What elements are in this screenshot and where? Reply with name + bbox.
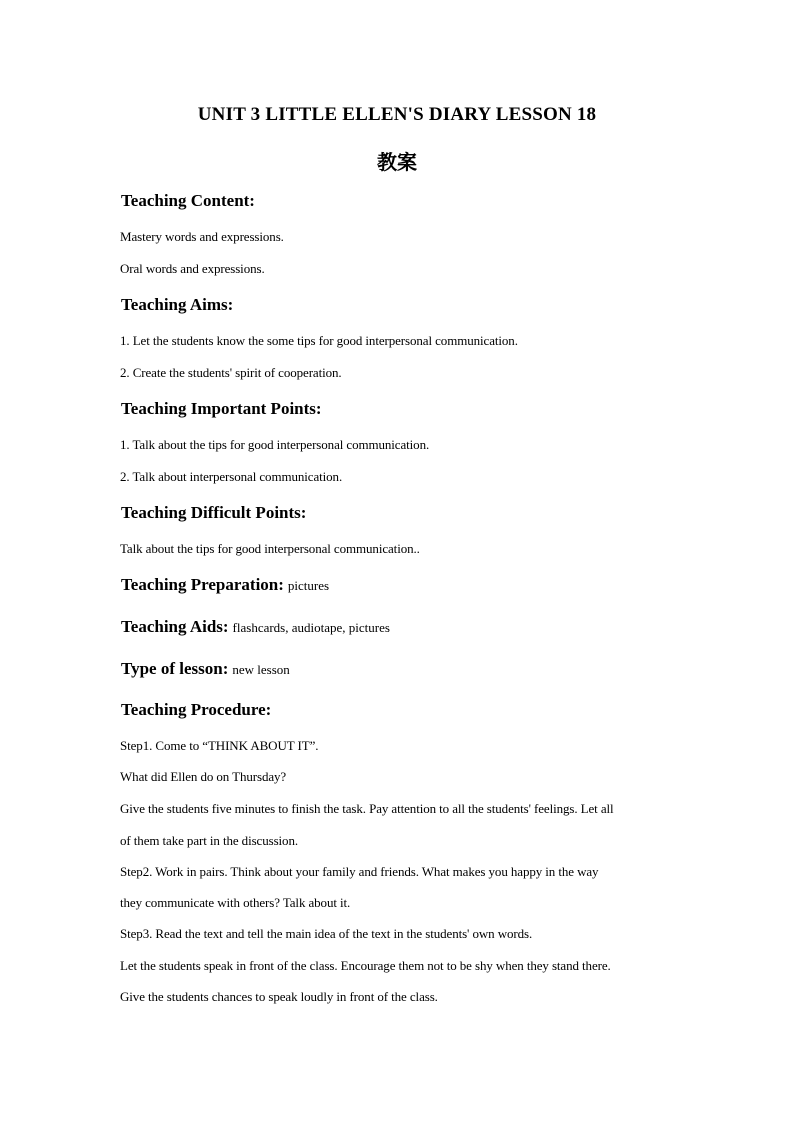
- type-value: new lesson: [232, 662, 290, 677]
- lesson-subtitle: 教案: [377, 150, 417, 174]
- heading-difficult-points: Teaching Difficult Points:: [121, 503, 307, 522]
- type-label: Type of lesson:: [121, 659, 229, 678]
- procedure-line-2: What did Ellen do on Thursday?: [120, 769, 287, 784]
- heading-procedure: Teaching Procedure:: [121, 700, 272, 719]
- procedure-line-6: they communicate with others? Talk about it.: [120, 895, 351, 910]
- heading-teaching-content: Teaching Content:: [121, 191, 255, 210]
- aids-label: Teaching Aids:: [121, 617, 229, 636]
- content-line-1: Mastery words and expressions.: [120, 229, 284, 244]
- aims-line-1: 1. Let the students know the some tips for good interpersonal communication.: [120, 333, 518, 348]
- preparation-value: pictures: [287, 578, 330, 593]
- lesson-title: UNIT 3 LITTLE ELLEN'S DIARY LESSON 18: [197, 104, 597, 125]
- procedure-line-1: Step1. Come to “THINK ABOUT IT”.: [120, 738, 319, 753]
- heading-preparation: [121, 575, 329, 595]
- procedure-line-5: Step2. Work in pairs. Think about your family and friends. What makes you happy in the way: [120, 864, 599, 879]
- aids-value: flashcards, audiotape, pictures: [232, 620, 390, 635]
- heading-important-points: Teaching Important Points:: [121, 399, 322, 418]
- procedure-line-7: Step3. Read the text and tell the main idea of the text in the students' own words.: [120, 926, 533, 941]
- difficult-line-1: Talk about the tips for good interpersonal communication..: [120, 541, 420, 556]
- content-line-2: Oral words and expressions.: [120, 261, 265, 276]
- procedure-line-3: Give the students five minutes to finish the task. Pay attention to all the students' feelings. Let all: [120, 801, 614, 816]
- procedure-line-8: Let the students speak in front of the class. Encourage them not to be shy when they stand there.: [120, 958, 611, 973]
- important-line-1: 1. Talk about the tips for good interpersonal communication.: [120, 437, 430, 452]
- procedure-line-4: of them take part in the discussion.: [120, 833, 299, 848]
- aims-line-2: 2. Create the students' spirit of cooperation.: [120, 365, 342, 380]
- important-line-2: 2. Talk about interpersonal communication.: [120, 469, 343, 484]
- procedure-line-9: Give the students chances to speak loudly in front of the class.: [120, 989, 438, 1004]
- heading-aids: [121, 617, 390, 637]
- heading-type-of-lesson: [121, 659, 290, 679]
- preparation-label: Teaching Preparation:: [121, 575, 284, 594]
- heading-teaching-aims: Teaching Aims:: [121, 295, 234, 314]
